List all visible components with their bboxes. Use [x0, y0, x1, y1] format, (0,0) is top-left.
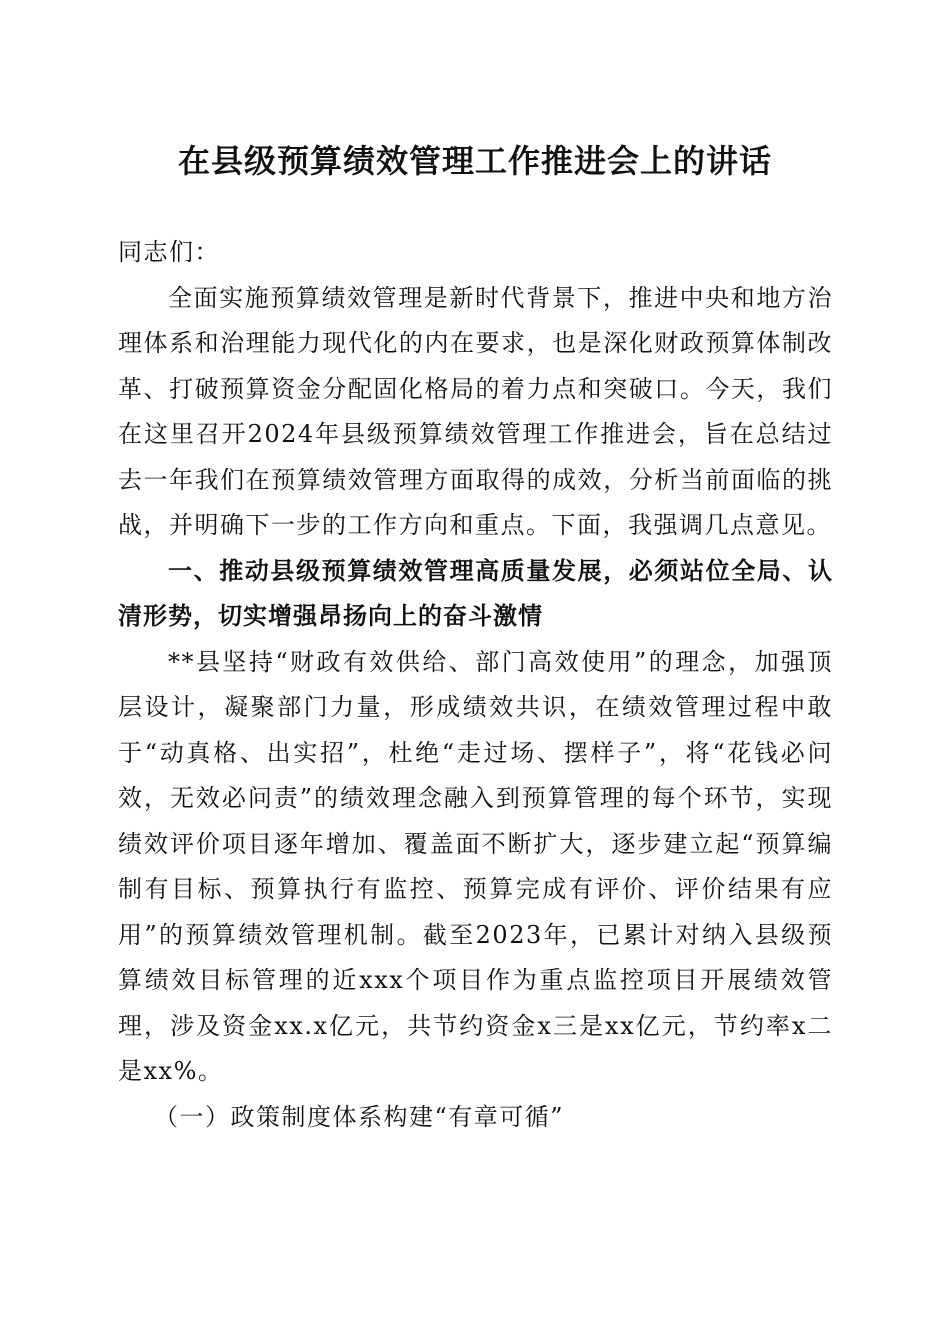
opening-paragraph: 全面实施预算绩效管理是新时代背景下，推进中央和地方治理体系和治理能力现代化的内在要求，也是深化财政预算体制改革、打破预算资金分配固化格局的着力点和突破口。今天，我们在这里召开2024年县级预算绩效管理工作推进会，旨在总结过去一年我们在预算绩效管理方面取得的成效，分析当前面临的挑战，并明确下一步的工作方向和重点。下面，我强调几点意见。 [118, 283, 833, 539]
salutation: 同志们： [118, 238, 220, 266]
subsection-heading: （一）政策制度体系构建“有章可循” [154, 1102, 565, 1131]
section-heading: 一、推动县级预算绩效管理高质量发展，必须站位全局、认清形势，切实增强昂扬向上的奋斗激情 [118, 556, 833, 630]
document-body [118, 230, 833, 1140]
section-paragraph: **县坚持“财政有效供给、部门高效使用”的理念，加强顶层设计，凝聚部门力量，形成绩效共识，在绩效管理过程中敢于“动真格、出实招”，杜绝“走过场、摆样子”，将“花钱必问效，无效必问责”的绩效理念融入到预算管理的每个环节，实现绩效评价项目逐年增加、覆盖面不断扩大，逐步建立起“预算编制有目标、预算执行有监控、预算完成有评价、评价结果有应用”的预算绩效管理机制。截至2023年，已累计对纳入县级预算绩效目标管理的近xxx个项目作为重点监控项目开展绩效管理，涉及资金xx.x亿元，共节约资金x三是xx亿元，节约率x二是xx%。 [118, 647, 833, 1085]
document-title: 在县级预算绩效管理工作推进会上的讲话 [177, 142, 772, 180]
